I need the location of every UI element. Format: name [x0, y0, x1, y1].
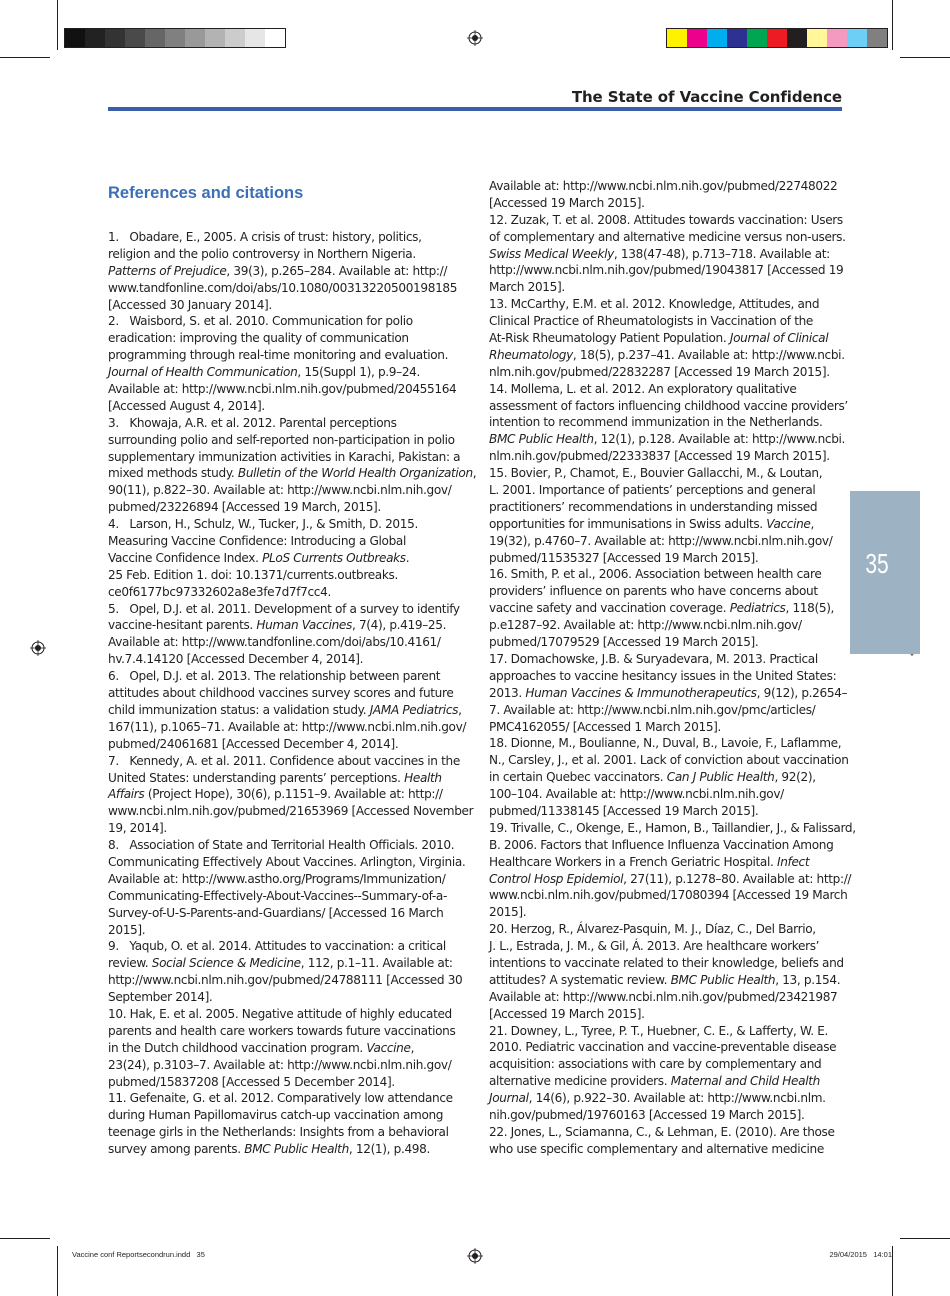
reference-line: 13. McCarthy, E.M. et al. 2012. Knowledge, Attitudes, and — [489, 297, 820, 312]
reference-line: 18. Dionne, M., Boulianne, N., Duval, B., Lavoie, F., Laflamme, — [489, 736, 842, 751]
reference-line: alternative medicine providers. Maternal and Child Health — [489, 1074, 820, 1089]
reference-line: 1. Obadare, E., 2005. A crisis of trust: history, politics, — [108, 230, 422, 244]
reference-line: practitioners’ recommendations in understanding missed — [489, 499, 818, 514]
registration-mark-icon — [30, 640, 46, 656]
reference-line: Available at: http://www.ncbi.nlm.nih.gov/pubmed/23421987 — [489, 989, 838, 1004]
reference-line: in the Dutch childhood vaccination program. Vaccine, — [108, 1040, 415, 1055]
reference-line: 19. Trivalle, C., Okenge, E., Hamon, B., Taillandier, J., & Falissard, — [489, 820, 856, 835]
page-number: 35 — [865, 548, 889, 579]
reference-line: in certain Quebec vaccinators. Can J Public Health, 92(2), — [489, 770, 816, 785]
reference-line: At-Risk Rheumatology Patient Population. Journal of Clinical — [489, 331, 829, 346]
reference-line: United States: understanding parents’ perceptions. Health — [108, 770, 442, 785]
running-header-title: The State of Vaccine Confidence — [571, 88, 842, 106]
reference-line: [Accessed 19 March 2015]. — [489, 1006, 645, 1021]
reference-entry — [489, 381, 856, 465]
reference-entry — [489, 820, 856, 921]
references-column-left — [108, 229, 476, 1158]
reference-line: survey among parents. BMC Public Health, 12(1), p.498. — [108, 1142, 430, 1157]
reference-line: [Accessed 30 January 2014]. — [108, 297, 272, 312]
reference-line: nlm.nih.gov/pubmed/22333837 [Accessed 19 March 2015]. — [489, 449, 830, 464]
slug-timestamp: 29/04/2015 14:01 — [829, 1250, 892, 1259]
reference-line: Communicating Effectively About Vaccines. Arlington, Virginia. — [108, 854, 466, 869]
reference-line: opportunities for immunisations in Swiss adults. Vaccine, — [489, 516, 815, 531]
reference-line: attitudes? A systematic review. BMC Public Health, 13, p.154. — [489, 972, 841, 987]
reference-line: Available at: http://www.ncbi.nlm.nih.gov/pubmed/22748022 — [489, 179, 838, 193]
reference-line: programming through real-time monitoring and evaluation. — [108, 348, 449, 363]
reference-entry — [108, 313, 476, 414]
reference-line: http://www.ncbi.nlm.nih.gov/pubmed/19043817 [Accessed 19 — [489, 263, 844, 278]
reference-entry — [108, 601, 476, 669]
reference-line: vaccine safety and vaccination coverage. Pediatrics, 118(5), — [489, 601, 835, 616]
reference-line: BMC Public Health, 12(1), p.128. Available at: http://www.ncbi. — [489, 432, 846, 447]
reference-line: p.e1287–92. Available at: http://www.ncbi.nlm.nih.gov/ — [489, 618, 802, 633]
reference-line: 19(32), p.4760–7. Available at: http://www.ncbi.nlm.nih.gov/ — [489, 533, 833, 548]
reference-line: vaccine-hesitant parents. Human Vaccines, 7(4), p.419–25. — [108, 618, 447, 633]
reference-line: pubmed/11535327 [Accessed 19 March 2015]. — [489, 550, 759, 565]
reference-line: 100–104. Available at: http://www.ncbi.nlm.nih.gov/ — [489, 787, 784, 802]
reference-entry — [489, 1124, 856, 1158]
reference-line: 7. Kennedy, A. et al. 2011. Confidence about vaccines in the — [108, 753, 460, 768]
reference-line: pubmed/23226894 [Accessed 19 March, 2015]. — [108, 500, 381, 515]
reference-line: Journal, 14(6), p.922–30. Available at: http://www.ncbi.nlm. — [489, 1091, 826, 1106]
reference-line: 16. Smith, P. et al., 2006. Association between health care — [489, 567, 822, 582]
reference-line: 90(11), p.822–30. Available at: http://www.ncbi.nlm.nih.gov/ — [108, 483, 452, 498]
reference-line: Communicating-Effectively-About-Vaccines--Summary-of-a- — [108, 888, 447, 903]
reference-line: mixed methods study. Bulletin of the World Health Organization, — [108, 466, 477, 481]
reference-line: Survey-of-U-S-Parents-and-Guardians/ [Accessed 16 March — [108, 905, 444, 920]
reference-line: Available at: http://www.astho.org/Programs/Immunization/ — [108, 871, 446, 886]
reference-line: Available at: http://www.ncbi.nlm.nih.gov/pubmed/20455164 — [108, 382, 457, 397]
reference-line: ce0f6177bc97332602a8e3fe7d7f7cc4. — [108, 584, 331, 599]
reference-line: [Accessed August 4, 2014]. — [108, 398, 265, 413]
reference-line: 2013. Human Vaccines & Immunotherapeutics, 9(12), p.2654– — [489, 685, 848, 700]
reference-line: supplementary immunization activities in Karachi, Pakistan: a — [108, 449, 461, 464]
reference-line: 11. Gefenaite, G. et al. 2012. Comparatively low attendance — [108, 1091, 453, 1106]
crop-mark — [0, 1238, 50, 1239]
reference-line: nih.gov/pubmed/19760163 [Accessed 19 March 2015]. — [489, 1107, 805, 1122]
reference-entry — [108, 415, 476, 516]
reference-line: nlm.nih.gov/pubmed/22832287 [Accessed 19 March 2015]. — [489, 364, 830, 379]
reference-line: intentions to vaccinate related to their knowledge, beliefs and — [489, 955, 844, 970]
reference-line: hv.7.4.14120 [Accessed December 4, 2014]. — [108, 652, 364, 667]
header-rule — [108, 107, 842, 111]
grayscale-color-bar — [64, 28, 286, 48]
reference-entry — [108, 938, 476, 1006]
reference-line: March 2015]. — [489, 280, 565, 295]
reference-line: Affairs (Project Hope), 30(6), p.1151–9. Available at: http:// — [108, 787, 443, 802]
reference-line: 20. Herzog, R., Álvarez-Pasquin, M. J., Díaz, C., Del Barrio, — [489, 922, 816, 937]
reference-line: attitudes about childhood vaccines survey scores and future — [108, 686, 454, 701]
reference-line: Measuring Vaccine Confidence: Introducing a Global — [108, 534, 406, 549]
reference-entry — [489, 566, 856, 650]
reference-line: Patterns of Prejudice, 39(3), p.265–284. Available at: http:// — [108, 263, 448, 278]
reference-line: 4. Larson, H., Schulz, W., Tucker, J., & Smith, D. 2015. — [108, 517, 418, 532]
crop-mark — [892, 0, 893, 50]
reference-line: 2010. Pediatric vaccination and vaccine-preventable disease — [489, 1040, 837, 1055]
reference-line: Journal of Health Communication, 15(Suppl 1), p.9–24. — [108, 365, 421, 380]
reference-line: review. Social Science & Medicine, 112, p.1–11. Available at: — [108, 956, 453, 971]
reference-line: L. 2001. Importance of patients’ perceptions and general — [489, 483, 816, 498]
reference-line: www.ncbi.nlm.nih.gov/pubmed/21653969 [Accessed November — [108, 804, 474, 819]
slug-filename: Vaccine conf Reportsecondrun.indd 35 — [72, 1250, 205, 1259]
registration-mark-icon — [467, 30, 483, 46]
reference-line: 3. Khowaja, A.R. et al. 2012. Parental perceptions — [108, 415, 397, 430]
reference-line: pubmed/15837208 [Accessed 5 December 2014]. — [108, 1074, 395, 1089]
reference-line: providers’ influence on parents who have concerns about — [489, 584, 818, 599]
reference-entry — [108, 229, 476, 313]
reference-line: 5. Opel, D.J. et al. 2011. Development of a survey to identify — [108, 601, 460, 616]
reference-line: assessment of factors influencing childhood vaccine providers’ — [489, 398, 848, 413]
reference-line: parents and health care workers towards future vaccinations — [108, 1023, 456, 1038]
reference-line: acquisition: associations with care by complementary and — [489, 1057, 822, 1072]
reference-line: child immunization status: a validation study. JAMA Pediatrics, — [108, 702, 462, 717]
reference-line: 19, 2014]. — [108, 821, 167, 836]
reference-line: www.ncbi.nlm.nih.gov/pubmed/17080394 [Accessed 19 March — [489, 888, 848, 903]
reference-line: 14. Mollema, L. et al. 2012. An exploratory qualitative — [489, 381, 797, 396]
reference-line: pubmed/17079529 [Accessed 19 March 2015]. — [489, 635, 759, 650]
reference-entry — [489, 212, 856, 296]
reference-line: teenage girls in the Netherlands: Insights from a behavioral — [108, 1125, 449, 1140]
reference-line: 8. Association of State and Territorial Health Officials. 2010. — [108, 838, 455, 853]
reference-line: September 2014]. — [108, 990, 213, 1005]
reference-line: 2. Waisbord, S. et al. 2010. Communication for polio — [108, 314, 413, 329]
crop-mark — [57, 0, 58, 50]
reference-line: J. L., Estrada, J. M., & Gil, Á. 2013. Are healthcare workers’ — [489, 939, 820, 954]
reference-entry — [489, 296, 856, 380]
reference-line: http://www.ncbi.nlm.nih.gov/pubmed/24788111 [Accessed 30 — [108, 973, 463, 988]
reference-line: 22. Jones, L., Sciamanna, C., & Lehman, E. (2010). Are those — [489, 1124, 835, 1139]
reference-entry — [489, 1023, 856, 1124]
reference-entry — [489, 921, 856, 1022]
reference-line: 9. Yaqub, O. et al. 2014. Attitudes to vaccination: a critical — [108, 939, 446, 954]
reference-entry — [489, 735, 856, 819]
reference-line: 6. Opel, D.J. et al. 2013. The relationship between parent — [108, 669, 441, 684]
reference-line: Clinical Practice of Rheumatologists in Vaccination of the — [489, 314, 813, 329]
reference-entry — [489, 651, 856, 735]
reference-line: approaches to vaccine hesitancy issues in the United States: — [489, 668, 837, 683]
crop-mark — [892, 1246, 893, 1296]
reference-line: religion and the polio controversy in Northern Nigeria. — [108, 246, 416, 261]
reference-line: of complementary and alternative medicine versus non-users. — [489, 229, 846, 244]
reference-line: surrounding polio and self-reported non-participation in polio — [108, 432, 455, 447]
reference-line: Control Hosp Epidemiol, 27(11), p.1278–80. Available at: http:// — [489, 871, 852, 886]
registration-mark-icon — [467, 1248, 483, 1264]
reference-line: Vaccine Confidence Index. PLoS Currents Outbreaks. — [108, 550, 410, 565]
reference-line: Healthcare Workers in a French Geriatric Hospital. Infect — [489, 854, 810, 869]
section-heading: References and citations — [108, 184, 304, 202]
reference-line: 12. Zuzak, T. et al. 2008. Attitudes towards vaccination: Users — [489, 212, 843, 227]
reference-line: during Human Papillomavirus catch-up vaccination among — [108, 1108, 444, 1123]
reference-entry — [489, 465, 856, 566]
reference-line: 17. Domachowske, J.B. & Suryadevara, M. 2013. Practical — [489, 651, 818, 666]
reference-line: who use specific complementary and alternative medicine — [489, 1141, 824, 1156]
reference-line: 7. Available at: http://www.ncbi.nlm.nih.gov/pmc/articles/ — [489, 702, 816, 717]
reference-line: Available at: http://www.tandfonline.com/doi/abs/10.4161/ — [108, 635, 441, 650]
reference-line: pubmed/11338145 [Accessed 19 March 2015]. — [489, 803, 759, 818]
crop-mark — [900, 1238, 950, 1239]
reference-line: 15. Bovier, P., Chamot, E., Bouvier Gallacchi, M., & Loutan, — [489, 466, 823, 481]
reference-line: N., Carsley, J., et al. 2001. Lack of conviction about vaccination — [489, 753, 849, 768]
crop-mark — [57, 1246, 58, 1296]
reference-entry — [108, 1090, 476, 1158]
reference-line: [Accessed 19 March 2015]. — [489, 195, 645, 210]
references-column-right — [489, 178, 856, 1158]
reference-line: eradication: improving the quality of communication — [108, 331, 409, 346]
reference-line: 23(24), p.3103–7. Available at: http://www.ncbi.nlm.nih.gov/ — [108, 1057, 452, 1072]
reference-entry — [108, 516, 476, 600]
reference-line: 2015]. — [489, 905, 527, 920]
reference-line: 21. Downey, L., Tyree, P. T., Huebner, C. E., & Lafferty, W. E. — [489, 1023, 828, 1038]
reference-line: 2015]. — [108, 922, 146, 937]
reference-line: B. 2006. Factors that Influence Influenza Vaccination Among — [489, 837, 834, 852]
crop-mark — [0, 57, 50, 58]
reference-line: Swiss Medical Weekly, 138(47-48), p.713–718. Available at: — [489, 246, 830, 261]
reference-entry — [108, 668, 476, 752]
process-color-bar — [666, 28, 888, 48]
reference-line: pubmed/24061681 [Accessed December 4, 2014]. — [108, 736, 399, 751]
reference-line: 10. Hak, E. et al. 2005. Negative attitude of highly educated — [108, 1006, 452, 1021]
reference-entry — [108, 1006, 476, 1090]
reference-entry — [108, 753, 476, 837]
reference-line: Rheumatology, 18(5), p.237–41. Available at: http://www.ncbi. — [489, 347, 845, 362]
crop-mark — [900, 57, 950, 58]
reference-line: 167(11), p.1065–71. Available at: http://www.ncbi.nlm.nih.gov/ — [108, 719, 467, 734]
reference-entry — [108, 837, 476, 938]
reference-entry — [489, 178, 856, 212]
reference-line: intention to recommend immunization in the Netherlands. — [489, 415, 823, 430]
reference-line: PMC4162055/ [Accessed 1 March 2015]. — [489, 719, 722, 734]
reference-line: 25 Feb. Edition 1. doi: 10.1371/currents.outbreaks. — [108, 567, 398, 582]
reference-line: www.tandfonline.com/doi/abs/10.1080/00313220500198185 — [108, 280, 458, 295]
